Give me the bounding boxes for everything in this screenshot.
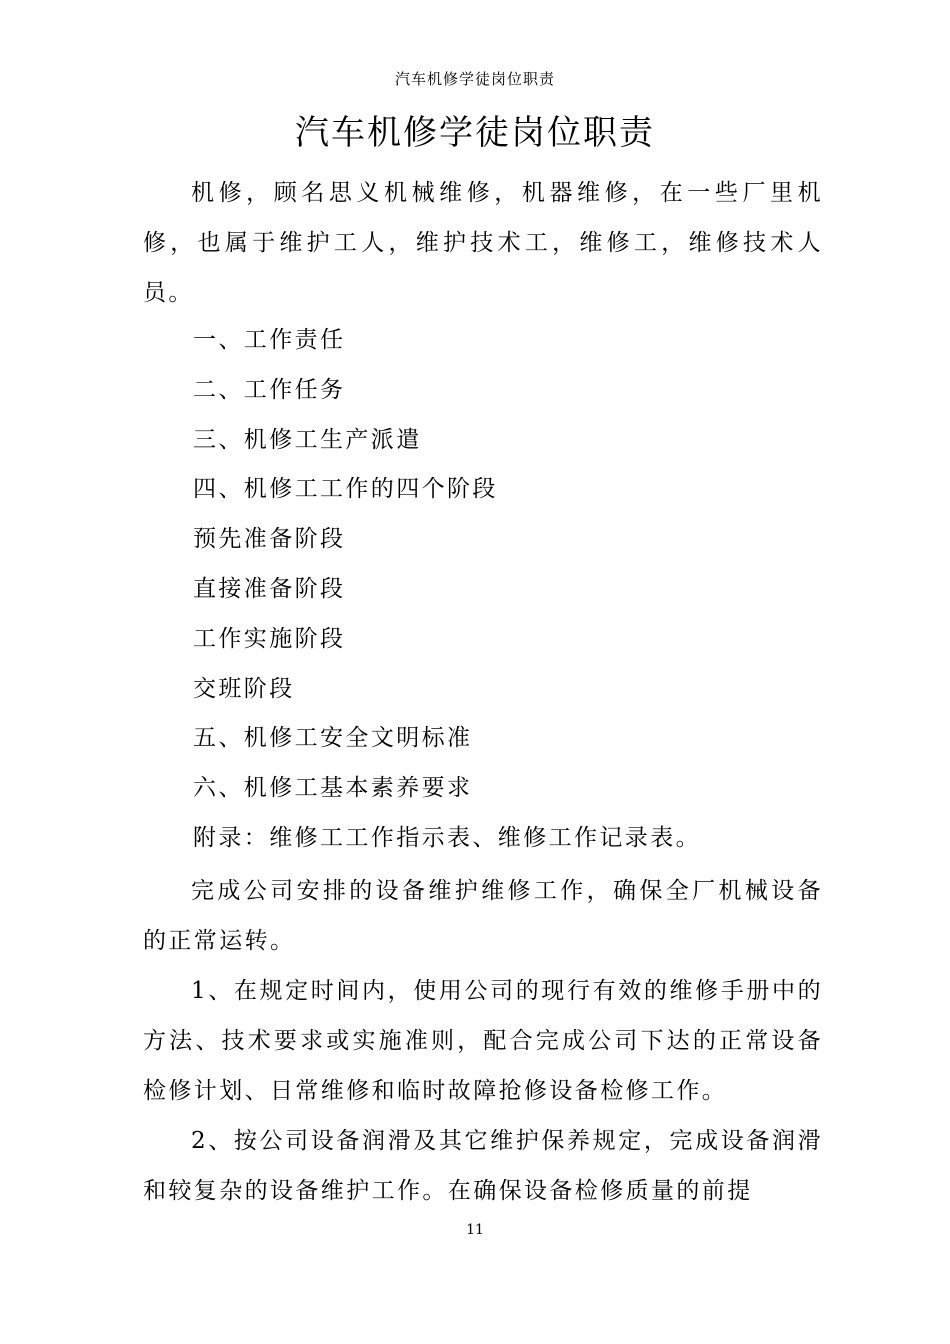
outline-item: 预先准备阶段 xyxy=(193,526,346,553)
document-title: 汽车机修学徒岗位职责 xyxy=(295,113,655,153)
task-paragraph-1: 1、在规定时间内，使用公司的现行有效的维修手册中的方法、技术要求或实施准则，配合完成公司下达的正常设备检修计划、日常维修和临时故障抢修设备检修工作。 xyxy=(143,978,823,1104)
outline-item: 六、机修工基本素养要求 xyxy=(193,775,473,802)
appendix-item: 附录：维修工工作指示表、维修工作记录表。 xyxy=(193,824,701,851)
outline-item: 工作实施阶段 xyxy=(193,625,346,652)
duty-paragraph: 完成公司安排的设备维护维修工作，确保全厂机械设备的正常运转。 xyxy=(143,878,823,954)
running-header: 汽车机修学徒岗位职责 xyxy=(394,70,555,88)
page-number: 11 xyxy=(466,1222,484,1238)
outline-item: 五、机修工安全文明标准 xyxy=(193,725,473,752)
outline-item: 二、工作任务 xyxy=(193,376,346,403)
outline-item: 四、机修工工作的四个阶段 xyxy=(193,476,498,503)
task-paragraph-2: 2、按公司设备润滑及其它维护保养规定，完成设备润滑和较复杂的设备维护工作。在确保设备检修质量的前提 xyxy=(143,1128,823,1204)
outline-item: 一、工作责任 xyxy=(193,327,346,353)
outline-item: 直接准备阶段 xyxy=(193,575,346,602)
outline-item: 交班阶段 xyxy=(193,675,295,702)
outline-list xyxy=(193,316,823,864)
intro-paragraph: 机修，顾名思义机械维修，机器维修，在一些厂里机修，也属于维护工人，维护技术工，维修工，维修技术人员。 xyxy=(143,180,823,306)
outline-item: 三、机修工生产派遣 xyxy=(193,426,422,453)
